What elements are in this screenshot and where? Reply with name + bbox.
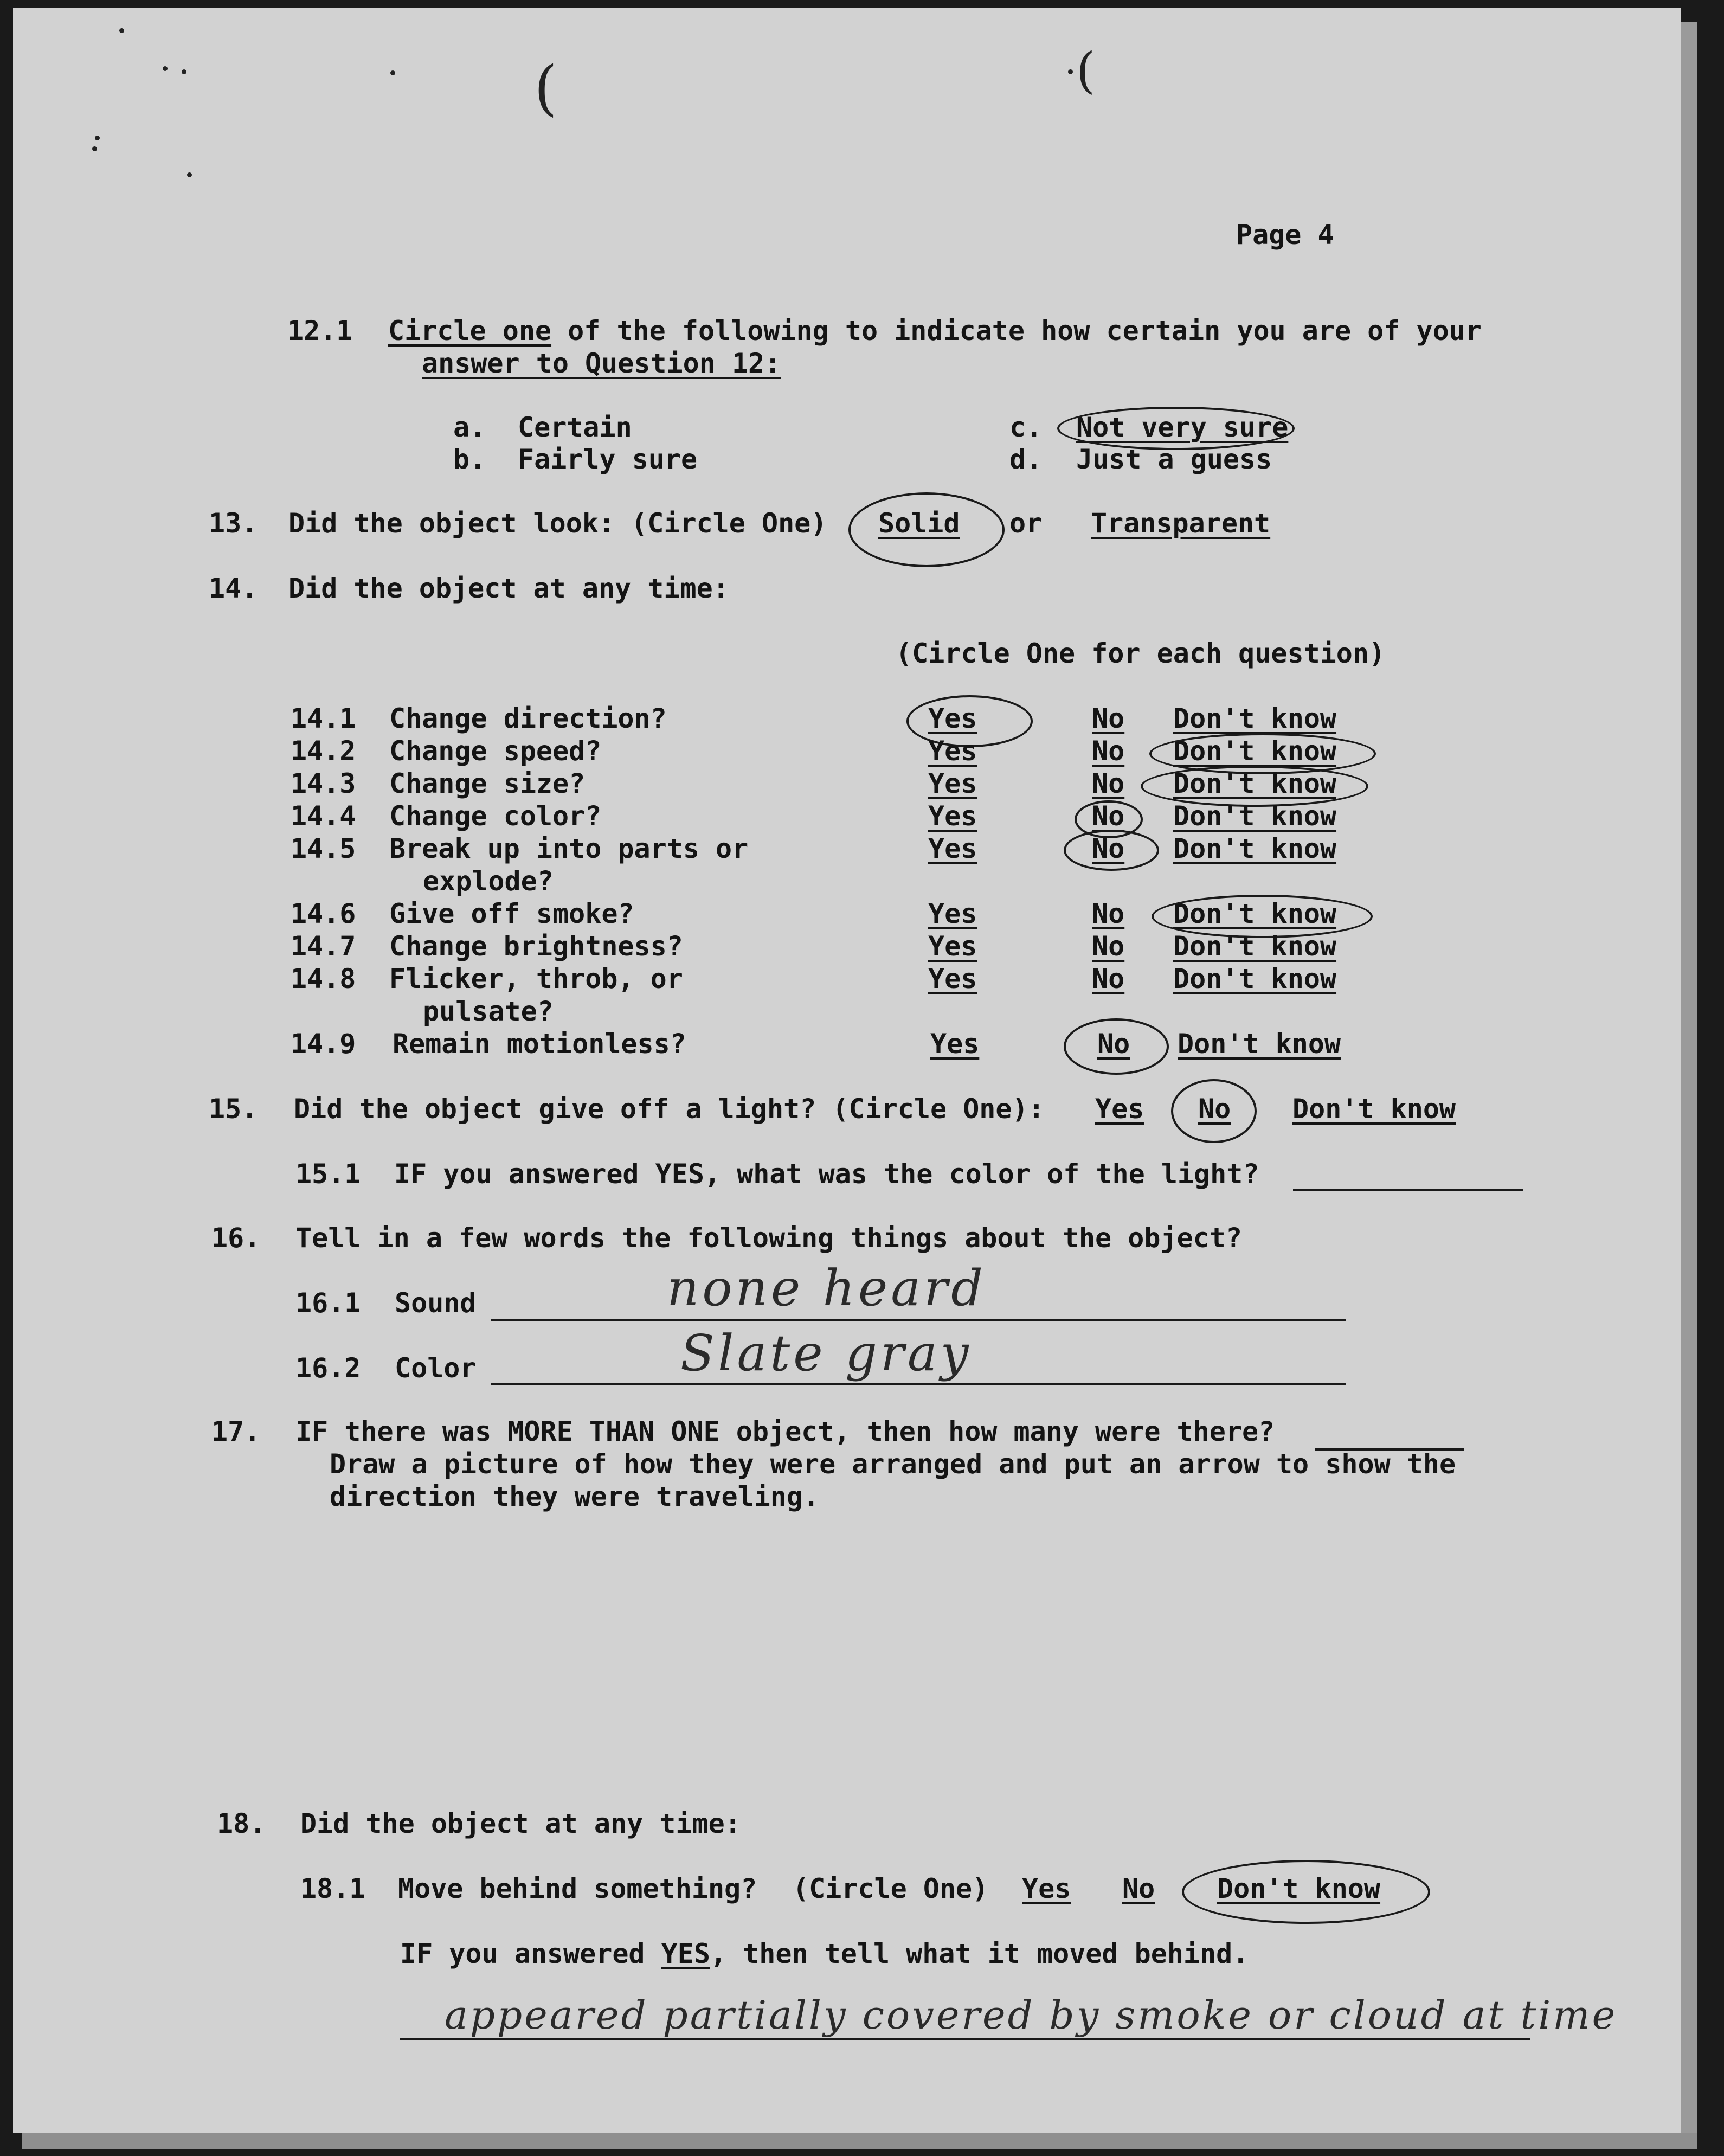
q17-line1: IF there was MORE THAN ONE object, then how many were there? — [295, 1416, 1275, 1447]
q12-1-line1-rest: of the following to indicate how certain you are of your — [551, 315, 1482, 347]
q15-no[interactable]: No — [1198, 1093, 1231, 1125]
q12-1-option-b[interactable]: Fairly sure — [518, 444, 698, 475]
q14-9-no-circle — [1064, 1018, 1169, 1075]
q16-1-answer-handwritten: none heard — [667, 1259, 986, 1317]
q17-number: 17. — [211, 1416, 261, 1447]
q15-no-circle — [1171, 1079, 1257, 1143]
q12-1-option-b-letter: b. — [453, 444, 486, 475]
q18-1-followup-yes: YES — [661, 1938, 710, 1969]
q14-1-text: Change direction? — [389, 703, 667, 734]
q15-text: Did the object give off a light? (Circle One): — [294, 1093, 1045, 1125]
q13-number: 13. — [209, 508, 258, 539]
ink-speck — [119, 28, 124, 33]
q16-2-answer-line[interactable] — [491, 1383, 1346, 1385]
q12-1-option-a-letter: a. — [453, 412, 486, 443]
q18-1-yes[interactable]: Yes — [1022, 1873, 1071, 1904]
q16-number: 16. — [211, 1222, 261, 1254]
q14-6-no[interactable]: No — [1092, 898, 1125, 929]
q18-1-answer-handwritten: appeared partially covered by smoke or cloud at time — [445, 1992, 1618, 2038]
q14-6-yes[interactable]: Yes — [928, 898, 977, 929]
q16-1-label: Sound — [395, 1287, 477, 1319]
q18-number: 18. — [217, 1808, 266, 1839]
q14-8-dont-know[interactable]: Don't know — [1173, 963, 1337, 994]
q15-1-text: IF you answered YES, what was the color of the light? — [394, 1158, 1259, 1190]
punch-mark: ( — [534, 53, 557, 123]
q16-2-label: Color — [395, 1352, 477, 1384]
q14-7-number: 14.7 — [291, 931, 356, 962]
q14-9-dont-know[interactable]: Don't know — [1178, 1028, 1341, 1060]
paper-edge-right — [1681, 22, 1697, 2136]
q14-8-text: Flicker, throb, or — [389, 963, 683, 994]
q12-1-option-c[interactable]: Not very sure — [1076, 412, 1289, 443]
q14-7-text: Change brightness? — [389, 931, 683, 962]
q18-1-circle-instruction: (Circle One) — [793, 1873, 989, 1904]
q18-1-number: 18.1 — [300, 1873, 366, 1904]
q18-1-followup-b: , then tell what it moved behind. — [710, 1938, 1249, 1969]
ink-speck — [163, 66, 168, 71]
q14-8-yes[interactable]: Yes — [928, 963, 977, 994]
page-number: Page 4 — [1236, 219, 1334, 251]
q14-3-dont-know[interactable]: Don't know — [1173, 768, 1337, 799]
q14-2-no[interactable]: No — [1092, 735, 1125, 767]
q14-3-no[interactable]: No — [1092, 768, 1125, 799]
q14-3-number: 14.3 — [291, 768, 356, 799]
q14-2-text: Change speed? — [389, 735, 602, 767]
q14-5-text: Break up into parts or — [389, 833, 749, 864]
q14-3-text: Change size? — [389, 768, 586, 799]
q14-9-yes[interactable]: Yes — [930, 1028, 980, 1060]
ink-speck — [187, 172, 192, 177]
q15-1-number: 15.1 — [295, 1158, 361, 1190]
q18-1-followup — [400, 1940, 1249, 1967]
q14-2-yes[interactable]: Yes — [928, 735, 977, 767]
q16-2-number: 16.2 — [295, 1352, 361, 1384]
q14-4-number: 14.4 — [291, 800, 356, 832]
q14-9-text: Remain motionless? — [393, 1028, 686, 1060]
q14-9-no[interactable]: No — [1097, 1028, 1130, 1060]
q14-4-yes[interactable]: Yes — [928, 800, 977, 832]
q14-2-number: 14.2 — [291, 735, 356, 767]
q14-8-no[interactable]: No — [1092, 963, 1125, 994]
punch-mark: ( — [1076, 42, 1096, 99]
q14-instruction: (Circle One for each question) — [896, 638, 1386, 669]
q12-1-line1 — [388, 315, 1482, 347]
q14-6-dont-know[interactable]: Don't know — [1173, 898, 1337, 929]
q14-3-yes[interactable]: Yes — [928, 768, 977, 799]
q18-text: Did the object at any time: — [300, 1808, 741, 1839]
q12-1-option-a[interactable]: Certain — [518, 412, 632, 443]
q14-4-no[interactable]: No — [1092, 800, 1125, 832]
q13-option-transparent[interactable]: Transparent — [1091, 508, 1271, 539]
q14-5-no[interactable]: No — [1092, 833, 1125, 864]
q18-1-dont-know[interactable]: Don't know — [1217, 1873, 1381, 1904]
q12-1-option-d[interactable]: Just a guess — [1076, 444, 1272, 475]
q14-7-no[interactable]: No — [1092, 931, 1125, 962]
q16-text: Tell in a few words the following things about the object? — [295, 1222, 1242, 1254]
q14-5-no-circle — [1064, 830, 1159, 871]
q14-5-text-cont: explode? — [423, 865, 554, 897]
q13-solid-circle — [848, 492, 1005, 567]
q13-option-solid[interactable]: Solid — [878, 508, 960, 539]
q18-1-no[interactable]: No — [1122, 1873, 1155, 1904]
q14-text: Did the object at any time: — [288, 573, 729, 604]
q14-1-yes[interactable]: Yes — [928, 703, 977, 734]
q13-text: Did the object look: (Circle One) — [288, 508, 827, 539]
q16-2-answer-handwritten: Slate gray — [680, 1324, 972, 1382]
ink-speck — [95, 136, 100, 140]
q14-number: 14. — [209, 573, 258, 604]
q17-drawing-area[interactable] — [295, 1518, 1488, 1789]
q18-1-text: Move behind something? — [398, 1873, 757, 1904]
q15-1-answer-line[interactable] — [1293, 1189, 1523, 1191]
q14-1-number: 14.1 — [291, 703, 356, 734]
q14-8-number: 14.8 — [291, 963, 356, 994]
q14-7-yes[interactable]: Yes — [928, 931, 977, 962]
q14-7-dont-know[interactable]: Don't know — [1173, 931, 1337, 962]
q16-1-number: 16.1 — [295, 1287, 361, 1319]
q16-1-answer-line[interactable] — [491, 1319, 1346, 1321]
q12-1-option-d-letter: d. — [1009, 444, 1043, 475]
q15-yes[interactable]: Yes — [1095, 1093, 1144, 1125]
q14-1-no[interactable]: No — [1092, 703, 1125, 734]
ink-speck — [390, 70, 395, 75]
q14-5-dont-know[interactable]: Don't know — [1173, 833, 1337, 864]
ink-speck — [92, 146, 97, 151]
ink-speck — [182, 69, 186, 74]
q14-6-text: Give off smoke? — [389, 898, 634, 929]
q15-number: 15. — [209, 1093, 258, 1125]
q14-4-text: Change color? — [389, 800, 602, 832]
q15-dont-know[interactable]: Don't know — [1292, 1093, 1456, 1125]
q18-1-dont-know-circle — [1182, 1860, 1430, 1924]
q17-line3: direction they were traveling. — [330, 1481, 820, 1512]
q12-1-circle-one: Circle one — [388, 315, 552, 347]
q14-4-dont-know[interactable]: Don't know — [1173, 800, 1337, 832]
q12-1-number: 12.1 — [287, 315, 353, 347]
q12-1-option-c-letter: c. — [1009, 412, 1043, 443]
q14-6-number: 14.6 — [291, 898, 356, 929]
q14-8-text-cont: pulsate? — [423, 996, 554, 1027]
q14-1-dont-know[interactable]: Don't know — [1173, 703, 1337, 734]
paper-edge-bottom — [22, 2133, 1697, 2149]
q12-1-line2: answer to Question 12: — [422, 348, 781, 379]
q17-line2: Draw a picture of how they were arranged and put an arrow to show the — [330, 1448, 1456, 1480]
q14-5-number: 14.5 — [291, 833, 356, 864]
q18-1-answer-line[interactable] — [400, 2038, 1530, 2041]
q18-1-followup-a: IF you answered — [400, 1938, 661, 1969]
q14-5-yes[interactable]: Yes — [928, 833, 977, 864]
ink-speck — [1068, 69, 1073, 74]
q13-or: or — [1009, 508, 1043, 539]
q14-9-number: 14.9 — [291, 1028, 356, 1060]
q14-2-dont-know[interactable]: Don't know — [1173, 735, 1337, 767]
